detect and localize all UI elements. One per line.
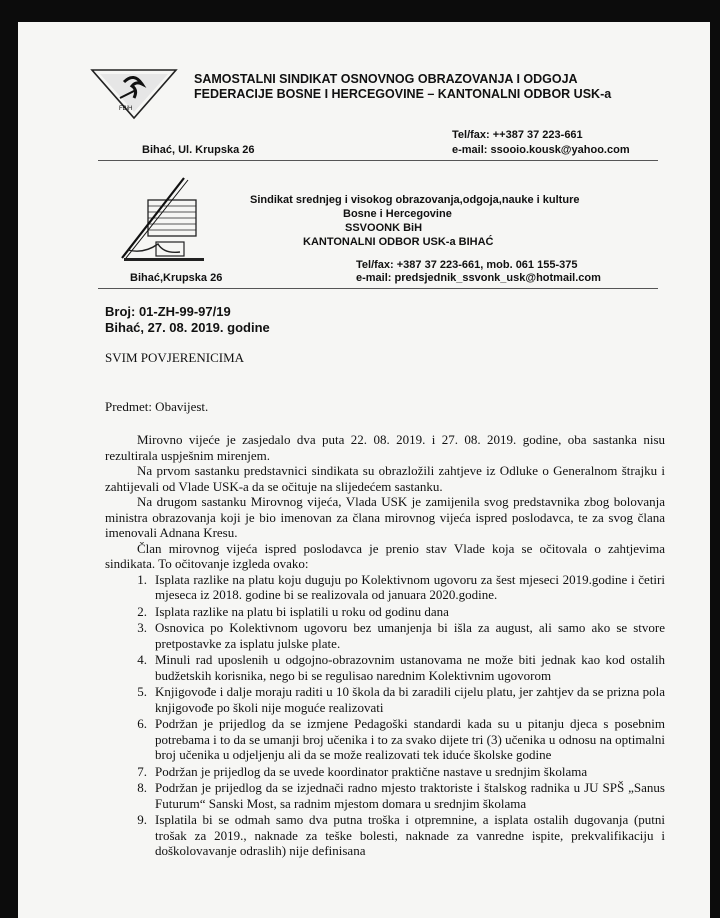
letterhead1-address: Bihać, Ul. Krupska 26: [142, 144, 255, 156]
document-page: [18, 22, 710, 918]
list-item: 7. Podržan je prijedlog da se uvede koordinator praktične nastave u srednjim školama: [137, 763, 588, 779]
demands-list: [105, 572, 665, 859]
letterhead2-email: e-mail: predsjednik_ssvonk_usk@hotmail.com: [356, 272, 601, 284]
paragraph: Na prvom sastanku predstavnici sindikata su obrazložili zahtjeve iz Odluke o Generalnom štrajku i zahtijevali od Vlade USK-a da se očituje na slijedećem sastanku.: [105, 463, 665, 494]
document-number: Broj: 01-ZH-99-97/19: [105, 304, 231, 319]
recipient: SVIM POVJERENICIMA: [105, 350, 245, 365]
list-item: 6. Podržan je prijedlog da se izmjene Pedagoški standardi kada su u pitanju djeca s posebnim potrebama i to da se umanji broj učenika i to za svako dijete tri (3) učenika u odnosu na optimalni broj učenika u odjeljenju ali da se može realizovati tek iduće školske godine: [137, 716, 665, 762]
paragraph: Na drugom sastanku Mirovnog vijeća, Vlada USK je zamijenila svog predstavnika zbog bolovanja ministra obrazovanja koji je bio imenovan za člana mirovnog vijeća ispred poslodavca, te za svog člana imenovali Adnana Kresu.: [105, 494, 665, 540]
list-item: 2. Isplata razlike na platu bi isplatili u roku od godinu dana: [137, 603, 449, 619]
paragraph: Član mirovnog vijeća ispred poslodavca je prenio stav Vlade koja se očitovala o zahtjevima sindikata. To očitovanje izgleda ovako:: [105, 540, 665, 571]
logo-caption: FBiH: [119, 106, 133, 112]
list-item: 3. Osnovica po Kolektivnom ugovoru bez umanjenja bi išla za august, ali samo ako se stvore pretpostavke za isplatu julske plate.: [137, 620, 665, 651]
school-desk-logo-icon: [118, 172, 210, 264]
union-logo-icon: [90, 68, 178, 120]
paragraph: Mirovno vijeće je zasjedalo dva puta 22. 08. 2019. i 27. 08. 2019. godine, oba sastanka nisu rezultirala uspješnim mirenjem.: [105, 432, 665, 463]
letterhead2-telfax: Tel/fax: +387 37 223-661, mob. 061 155-375: [356, 259, 578, 271]
letterhead1-divider: [98, 160, 658, 161]
letterhead2-divider: [98, 288, 658, 289]
letterhead1-title-line1: SAMOSTALNI SINDIKAT OSNOVNOG OBRAZOVANJA I ODGOJA: [194, 72, 578, 86]
letterhead1-title-line2: FEDERACIJE BOSNE I HERCEGOVINE – KANTONALNI ODBOR USK-a: [194, 87, 612, 101]
list-item: 9. Isplatila bi se odmah samo dva putna troška i otpremnine, a isplata ostalih dugovanja (putni trošak za 2019., naknade za teške bolesti, naknade za vanredne ispite, prekvalifikaciju i doškolovavanje odraslih) nije definisana: [137, 812, 665, 858]
letterhead2-line1: Sindikat srednjeg i visokog obrazovanja,odgoja,nauke i kulture: [250, 194, 580, 206]
subject: Predmet: Obavijest.: [105, 399, 209, 414]
document-date: Bihać, 27. 08. 2019. godine: [105, 320, 270, 335]
letterhead2-line2: Bosne i Hercegovine: [343, 208, 452, 220]
list-item: 4. Minuli rad uposlenih u odgojno-obrazovnim ustanovama ne može biti jednak kao kod ostalih budžetskih korisnika, nego bi se regulisao narednim Kolektivnim ugovorom: [137, 652, 665, 683]
letterhead2-line4: KANTONALNI ODBOR USK-a BIHAĆ: [303, 236, 494, 248]
list-item: 5. Knjigovođe i dalje moraju raditi u 10 škola da bi zaradili cijelu platu, jer zahtjev da se prizna pola knjigovođe po školi nije moguće realizovati: [137, 684, 665, 715]
letterhead2-address: Bihać,Krupska 26: [130, 272, 223, 284]
list-item: 1. Isplata razlike na platu koju duguju po Kolektivnom ugovoru za šest mjeseci 2019.godine i četiri mjeseca iz 2018. godine bi se realizovala od januara 2020.godine.: [137, 571, 665, 602]
letterhead1-email: e-mail: ssooio.kousk@yahoo.com: [452, 144, 630, 156]
letter-body: [105, 432, 665, 860]
letterhead1-telfax: Tel/fax: ++387 37 223-661: [452, 129, 583, 141]
list-item: 8. Podržan je prijedlog da se izjednači radno mjesto traktoriste i štalskog radnika u JU SPŠ „Sanus Futurum“ Sanski Most, sa radnim mjestom domara u srednjim školama: [137, 780, 665, 811]
letterhead2-line3: SSVOONK BiH: [345, 222, 423, 234]
